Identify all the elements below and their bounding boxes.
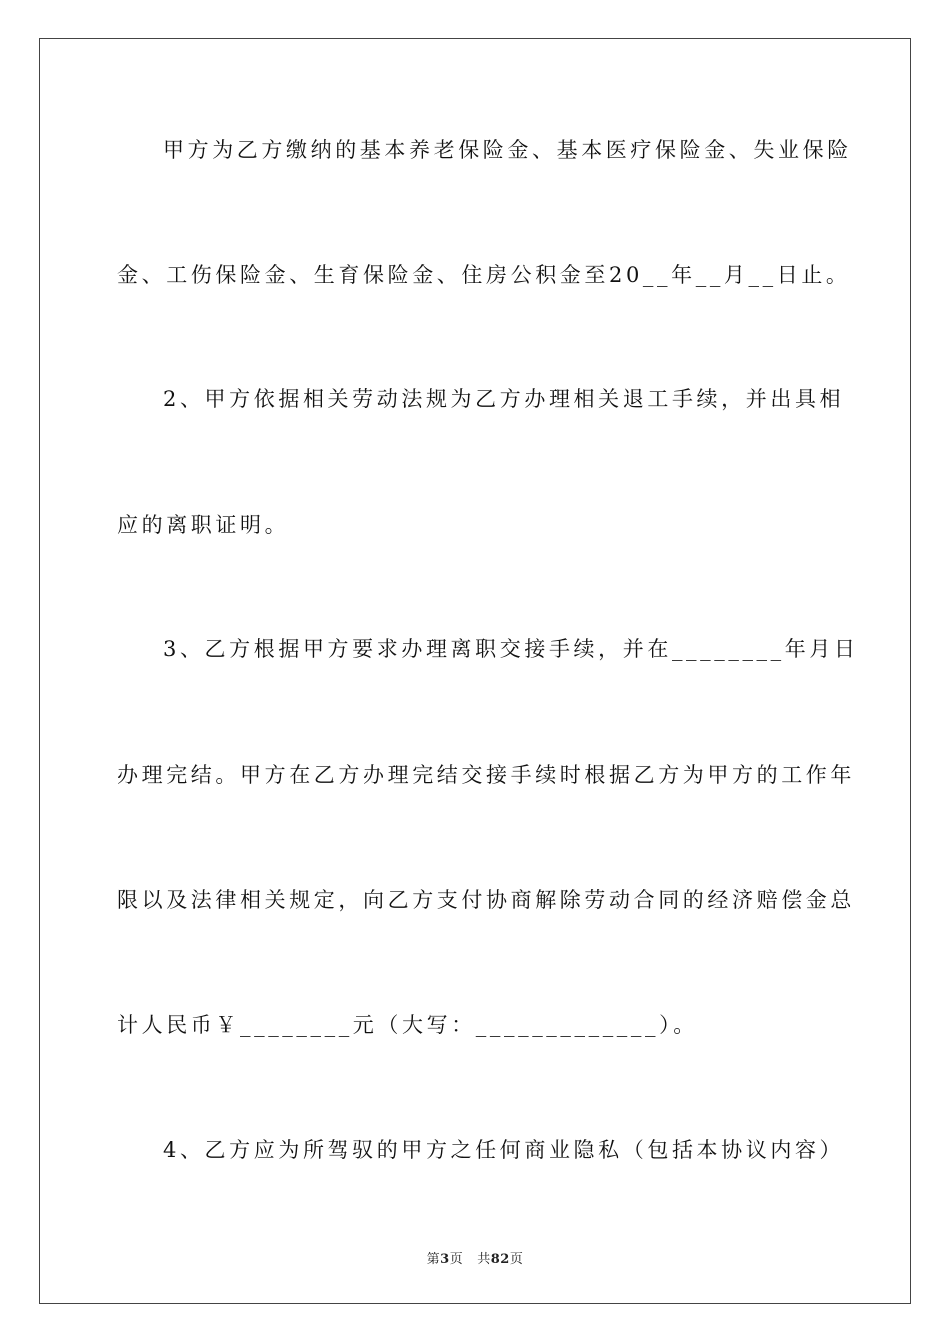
paragraph-3-line-1: 3、乙方根据甲方要求办理离职交接手续，并在________年月日 <box>163 637 859 661</box>
paragraph-1-line-1: 甲方为乙方缴纳的基本养老保险金、基本医疗保险金、失业保险 <box>163 138 852 162</box>
footer-total-pages: 82 <box>490 1252 510 1267</box>
footer-total-prefix: 共 <box>477 1252 491 1267</box>
page-border <box>39 38 911 1304</box>
paragraph-2-line-1: 2、甲方依据相关劳动法规为乙方办理相关退工手续，并出具相 <box>163 387 845 411</box>
footer-current-page: 3 <box>440 1252 450 1267</box>
footer-page-prefix: 第 <box>426 1252 441 1267</box>
paragraph-1-line-2: 金、工伤保险金、生育保险金、住房公积金至20__年__月__日止。 <box>117 263 851 287</box>
paragraph-2-line-2: 应的离职证明。 <box>117 513 290 537</box>
paragraph-3-line-2: 办理完结。甲方在乙方办理完结交接手续时根据乙方为甲方的工作年 <box>117 763 855 787</box>
page-footer <box>0 1248 950 1267</box>
paragraph-3-line-3: 限以及法律相关规定，向乙方支付协商解除劳动合同的经济赔偿金总 <box>117 888 855 912</box>
footer-total-suffix: 页 <box>509 1252 524 1267</box>
paragraph-4-line-1: 4、乙方应为所驾驭的甲方之任何商业隐私（包括本协议内容） <box>163 1138 845 1162</box>
footer-page-suffix: 页 <box>449 1252 464 1267</box>
paragraph-3-line-4: 计人民币￥________元（大写：_____________）。 <box>117 1013 698 1037</box>
